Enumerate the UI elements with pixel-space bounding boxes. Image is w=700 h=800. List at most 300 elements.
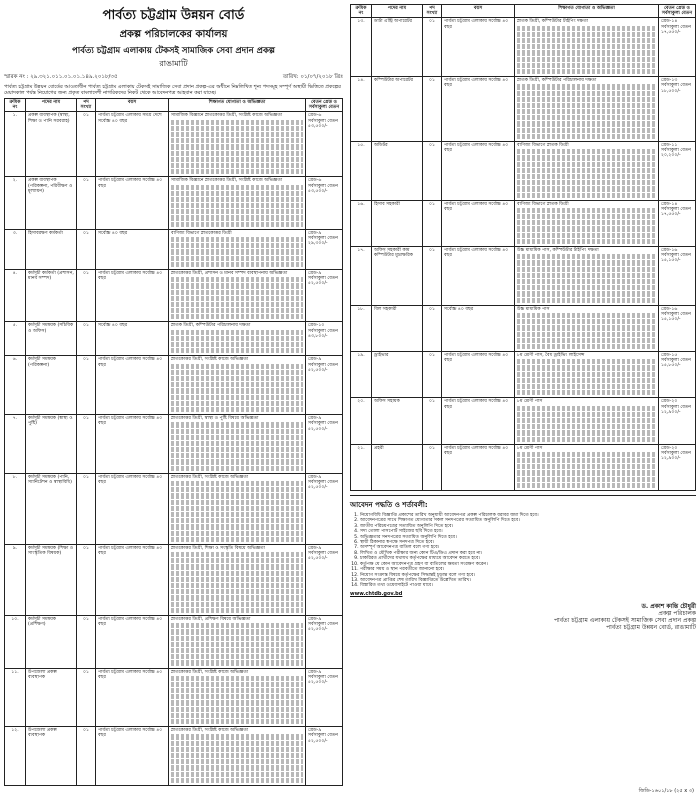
row-post-count-text: ০১ — [83, 545, 89, 551]
row-pay — [659, 77, 696, 142]
row-post-count — [77, 356, 96, 415]
row-post-name — [26, 356, 77, 415]
row-post-name-text: ড্রাইভার — [374, 353, 389, 359]
col-qualification: শিক্ষাগত যোগ্যতা ও অভিজ্ঞতা — [515, 5, 659, 18]
row-qualification-text: স্নাতকোত্তর ডিগ্রী, সংশ্লিষ্ট কাজে অভিজ্ঞতা — [171, 474, 249, 480]
row-age — [96, 356, 169, 415]
condition-item: 11. পরীক্ষার সময় ও স্থান পরবর্তীতে জানানো হবে। — [360, 567, 696, 572]
row-serial — [351, 305, 372, 351]
fine-print-lines — [171, 237, 303, 267]
row-post-count — [77, 269, 96, 322]
row-serial-text: ১৩. — [357, 19, 365, 25]
row-age — [442, 444, 515, 490]
fine-print-lines — [171, 120, 303, 175]
fine-print-lines — [517, 452, 656, 488]
row-post-count-text: ০১ — [83, 416, 89, 422]
condition-item: 1. নিয়োগবিধি বিজ্ঞাপ্তি প্রকাশের তারিখ অনুযায়ী আবেদনপত্র প্রকল্প পরিচালক বরাবর জমা দিতে হবে। — [360, 513, 696, 518]
row-post-count-text: ০১ — [83, 230, 89, 236]
ad-header — [4, 6, 343, 71]
row-post-name — [372, 352, 423, 398]
row-serial — [5, 177, 26, 230]
row-pay-text: গ্রেড-৯ সর্বসাকুল্য বেতন ৫২,৫০০/- — [308, 669, 338, 685]
row-post-name-text: কর্মসূচী সমন্বয়ক (স্বাস্থ্য ও পুষ্টি) — [28, 416, 73, 427]
row-post-name-text: প্রকল্প ব্যবস্থাপক (স্বাস্থ্য, শিক্ষা ও পানি সরবরাহ) — [28, 113, 70, 124]
row-qualification — [515, 200, 659, 246]
row-age — [442, 247, 515, 306]
row-pay — [306, 615, 343, 668]
reference-line — [4, 74, 343, 82]
row-serial-text: ১. — [12, 113, 18, 119]
row-post-count-text: ০১ — [429, 201, 435, 207]
fine-print-lines — [517, 208, 656, 244]
row-post-count — [77, 544, 96, 615]
row-pay-text: গ্রেড-১৬ সর্বসাকুল্য বেতন ১৫,১৫০/- — [661, 306, 691, 323]
row-serial-text: ৬. — [12, 357, 18, 363]
condition-item: 7. অসম্পূর্ণ আবেদনপত্র বাতিল বলে গণ্য হবে। — [360, 545, 696, 550]
row-qualification — [169, 615, 306, 668]
row-serial — [5, 727, 26, 786]
row-serial-text: ২০. — [357, 399, 365, 405]
row-qualification-text: ৮ম শ্রেণী পাস — [517, 445, 543, 451]
row-age — [96, 415, 169, 474]
row-serial — [351, 18, 372, 77]
row-post-name — [26, 727, 77, 786]
condition-item: 2. আবেদনপত্রের সাথে শিক্ষাগত যোগ্যতার সকল সনদপত্রের সত্যায়িত অনুলিপি দিতে হবে। — [360, 518, 696, 523]
col-qualification: শিক্ষাগত যোগ্যতা ও অভিজ্ঞতা — [169, 99, 306, 112]
row-post-count-text: ০১ — [429, 248, 435, 254]
row-post-name — [372, 18, 423, 77]
row-age-text: পার্বত্য চট্টগ্রাম এলাকায় সর্বোচ্চ ৪০ বছর — [444, 78, 509, 89]
row-post-count-text: ০১ — [83, 474, 89, 480]
row-post-name — [26, 415, 77, 474]
row-serial — [5, 473, 26, 544]
row-serial-text: ৯. — [12, 545, 18, 551]
row-post-count — [77, 415, 96, 474]
row-age-text: পার্বত্য চট্টগ্রাম এলাকায় সর্বোচ্চ ৪০ বছর — [98, 669, 163, 680]
row-age — [442, 142, 515, 201]
row-serial — [5, 112, 26, 177]
row-post-count-text: ০১ — [83, 270, 89, 276]
row-qualification-text: সামাজিক বিজ্ঞানে স্নাতকোত্তর ডিগ্রী, সংশ্লিষ্ট কাজে অভিজ্ঞতা — [171, 113, 283, 119]
row-serial — [351, 398, 372, 444]
row-age-text: পার্বত্য চট্টগ্রাম এলাকায় সর্বোচ্চ ৪০ বছর — [98, 357, 163, 368]
row-age — [96, 473, 169, 544]
row-age-text: সর্বোচ্চ ৪০ বছর — [98, 323, 128, 329]
fine-print-lines — [171, 734, 303, 783]
row-pay — [306, 415, 343, 474]
condition-item: 9. চাকরিরত প্রার্থীদের যথাযথ কর্তৃপক্ষের মাধ্যমে আবেদন করতে হবে। — [360, 556, 696, 561]
row-post-count-text: ০১ — [429, 399, 435, 405]
row-post-name — [372, 247, 423, 306]
row-qualification — [515, 444, 659, 490]
row-age-text: পার্বত্য চট্টগ্রাম এলাকায় সর্বোচ্চ ৪০ বছর — [444, 143, 509, 154]
row-pay-text: গ্রেড-৯ সর্বসাকুল্য বেতন ৫২,৫০০/- — [308, 474, 338, 491]
fine-print-lines — [171, 552, 303, 613]
fine-print-lines — [171, 676, 303, 725]
col-serial: ক্রমিক নং — [5, 99, 26, 112]
row-pay-text: গ্রেড-৬ সর্বসাকুল্য বেতন ৫৩,৫০০/- — [308, 178, 338, 194]
row-post-name-text: কর্মসূচী কর্মকর্তা (প্রশাসন, মানব সম্পদ) — [28, 270, 74, 282]
row-pay — [659, 305, 696, 351]
row-pay — [306, 177, 343, 230]
row-qualification-text: স্নাতকোত্তর ডিগ্রী, স্বাস্থ্য ও পুষ্টি বিষয়ে অভিজ্ঞতা — [171, 416, 259, 422]
row-serial-text: ১৭. — [357, 248, 365, 254]
table-row — [351, 18, 696, 77]
row-qualification — [169, 415, 306, 474]
row-qualification — [515, 352, 659, 398]
row-qualification-text: স্নাতকোত্তর ডিগ্রী, শিক্ষা ও সংস্কৃতি বিষয়ে অভিজ্ঞতা — [171, 545, 265, 551]
row-pay-text: গ্রেড-১৩ সর্বসাকুল্য বেতন ১৮,৫০০/- — [661, 78, 691, 94]
row-post-name — [26, 269, 77, 322]
signatory-name: ড. প্রকাশ কান্তি চৌধুরী — [641, 602, 696, 610]
row-pay-text: গ্রেড-৯ সর্বসাকুল্য বেতন ৫২,৫০০/- — [308, 270, 338, 287]
row-post-count — [77, 112, 96, 177]
table-row — [5, 112, 343, 177]
location: রাঙামাটি — [159, 59, 188, 68]
memo-date: তারিখ: ০১/০৭/২০১৮ খ্রিঃ — [282, 74, 343, 80]
right-column — [350, 4, 696, 631]
row-post-name-text: বিল সহকারী — [374, 306, 397, 312]
row-post-name — [372, 444, 423, 490]
table-row — [5, 473, 343, 544]
row-serial-text: ১২. — [11, 728, 19, 734]
row-pay — [659, 142, 696, 201]
row-post-name — [26, 544, 77, 615]
fine-print-lines — [171, 422, 303, 471]
row-age — [96, 177, 169, 230]
row-qualification — [515, 18, 659, 77]
row-post-name-text: কম্পিউটার অপারেটর — [374, 78, 414, 84]
row-age — [96, 668, 169, 727]
row-post-count-text: ০১ — [83, 357, 89, 363]
fine-print-lines — [171, 623, 303, 665]
row-age — [96, 229, 169, 269]
row-age-text: পার্বত্য চট্টগ্রাম এলাকায় সর্বোচ্চ ৪০ বছর — [444, 445, 509, 456]
row-post-name-text: হিসাবরক্ষণ কর্মকর্তা — [28, 230, 63, 236]
row-qualification — [515, 305, 659, 351]
row-age-text: সর্বোচ্চ ৪০ বছর — [98, 230, 128, 236]
row-pay — [306, 112, 343, 177]
row-post-count — [77, 668, 96, 727]
row-pay-text: গ্রেড-৬ সর্বসাকুল্য বেতন ৫৩,৫০০/- — [308, 113, 338, 129]
row-serial-text: ৭. — [12, 416, 18, 422]
row-post-count — [77, 322, 96, 356]
row-qualification-text: ৮ম শ্রেণী পাস, বৈধ ড্রাইভিং লাইসেন্স — [517, 353, 585, 359]
col-post-count: পদ সংখ্যা — [423, 5, 442, 18]
condition-item: 6. স্থায়ী ঠিকানার স্বপক্ষে সনদপত্র দিতে হবে। — [360, 540, 696, 545]
row-pay — [306, 229, 343, 269]
table-row — [5, 269, 343, 322]
row-serial-text: ৩. — [12, 230, 18, 236]
row-post-name-text: প্রহরী — [374, 445, 384, 451]
row-serial — [5, 668, 26, 727]
row-post-count-text: ০১ — [83, 616, 89, 622]
row-post-count-text: ০১ — [429, 445, 435, 451]
row-qualification-text: বাণিজ্য বিভাগে স্নাতকোত্তর ডিগ্রী — [171, 230, 232, 236]
row-qualification — [169, 668, 306, 727]
conditions-list — [350, 513, 696, 589]
row-serial — [5, 615, 26, 668]
signatory-title: প্রকল্প পরিচালক — [658, 609, 696, 617]
row-serial — [351, 444, 372, 490]
row-pay-text: গ্রেড-৯ সর্বসাকুল্য বেতন ৫২,৫০০/- — [308, 357, 338, 373]
row-age — [96, 727, 169, 786]
table-row — [351, 247, 696, 306]
row-qualification-text: স্নাতকোত্তর ডিগ্রী, প্রশাসন ও মানব সম্পদ ব্যবস্থাপনায় অভিজ্ঞতা — [171, 270, 288, 276]
signature-block — [350, 603, 696, 631]
fine-print-lines — [517, 406, 656, 442]
row-pay — [306, 322, 343, 356]
condition-item: 12. নিয়োগ সংক্রান্ত বিষয়ে কর্তৃপক্ষের সিদ্ধান্তই চূড়ান্ত বলে গণ্য হবে। — [360, 573, 696, 578]
col-post-name: পদের নাম — [26, 99, 77, 112]
row-age — [96, 615, 169, 668]
row-age-text: পার্বত্য চট্টগ্রাম এলাকায় সর্বোচ্চ ৪০ বছর — [444, 201, 509, 212]
row-post-name — [372, 142, 423, 201]
row-age-text: পার্বত্য চট্টগ্রাম এলাকায় সর্বোচ্চ ৪০ বছর — [444, 19, 509, 30]
jobs-table-left — [4, 98, 343, 786]
condition-item: 8. লিখিত ও মৌখিক পরীক্ষার জন্য কোন টিএ/ডিএ প্রদান করা হবে না। — [360, 551, 696, 556]
row-post-name — [26, 112, 77, 177]
row-serial-text: ৮. — [12, 474, 18, 480]
row-post-name-text: ডাটা এন্ট্রি অপারেটর — [374, 19, 412, 25]
intro-text: পার্বত্য চট্টগ্রাম উন্নয়ন বোর্ডের আওতাধীন পার্বত্য চট্টগ্রাম এলাকায় টেকসই সামাজিক সেবা প্রদান প্রকল্প-এর অধীনে নিম্নলিখিত শূন্য পদসমূহ সম্পূর্ণ অস্থায়ী ভিত্তিতে প্রকল্পের মেয়াদকাল পর্যন্ত নিয়োগের জন্য প্রকৃত বাংলাদেশী নাগরিকদের নিকট থেকে আবেদনপত্র আহবান করা যাচ্ছে। — [4, 84, 341, 96]
row-post-name-text: অফিস সহায়ক — [374, 399, 400, 405]
row-qualification-text: স্নাতকোত্তর ডিগ্রী, প্রশিক্ষণ বিষয়ে অভিজ্ঞতা — [171, 616, 251, 622]
table-row — [351, 398, 696, 444]
fine-print-lines — [517, 254, 656, 303]
row-post-count-text: ০১ — [83, 669, 89, 675]
condition-item: 13. আবেদনপত্র প্রাপ্তির শেষ তারিখ বিজ্ঞাপ্তিতে উল্লেখিত তারিখ। — [360, 578, 696, 583]
table-row — [5, 544, 343, 615]
row-pay-text: গ্রেড-২০ সর্বসাকুল্য বেতন ১২,৯০০/- — [661, 399, 691, 415]
row-post-count-text: ০১ — [83, 178, 89, 184]
row-pay — [659, 200, 696, 246]
row-serial-text: ১৯. — [357, 353, 365, 359]
row-age-text: সর্বোচ্চ ৪০ বছর — [444, 306, 474, 312]
table-row — [351, 444, 696, 490]
row-post-count-text: ০১ — [429, 78, 435, 84]
row-post-count — [423, 305, 442, 351]
row-qualification — [169, 356, 306, 415]
row-qualification — [515, 77, 659, 142]
row-age-text: পার্বত্য চট্টগ্রাম এলাকায় সর্বোচ্চ ৪০ বছর — [98, 474, 163, 486]
row-serial-text: ১৬. — [357, 201, 365, 207]
signatory-org: পার্বত্য চট্টগ্রাম উন্নয়ন বোর্ড, রাঙামাটি — [606, 623, 696, 631]
row-post-count — [77, 229, 96, 269]
row-pay-text: গ্রেড-৯ সর্বসাকুল্য বেতন ২৯,৩০০/- — [308, 230, 338, 247]
col-post-count: পদ সংখ্যা — [77, 99, 96, 112]
col-serial: ক্রমিক নং — [351, 5, 372, 18]
row-qualification — [169, 473, 306, 544]
col-age: বয়স — [442, 5, 515, 18]
row-qualification — [515, 247, 659, 306]
col-age: বয়স — [96, 99, 169, 112]
row-qualification-text: স্নাতক ডিগ্রী, কম্পিউটার পরিচালনায় দক্ষতা — [171, 323, 251, 329]
row-serial-text: ২১. — [357, 445, 365, 451]
row-qualification-text: ৮ম শ্রেণী পাস — [517, 399, 543, 405]
row-pay-text: গ্রেড-৯ সর্বসাকুল্য বেতন ৫২,৫০০/- — [308, 545, 338, 562]
memo-number: স্মারক নং : ২৯.৩২১.০১১.০১.০১.১৪৯.২০১৮/৩৫ — [4, 74, 118, 80]
fine-print-lines — [171, 481, 303, 542]
row-qualification — [515, 398, 659, 444]
row-post-name-text: উপজেলা প্রকল্প ব্যবস্থাপক — [28, 669, 57, 680]
row-age — [96, 544, 169, 615]
row-serial — [351, 142, 372, 201]
condition-item: 5. অভিজ্ঞতার সনদপত্রের সত্যায়িত অনুলিপি দিতে হবে। — [360, 535, 696, 540]
row-post-count-text: ০১ — [429, 306, 435, 312]
row-pay-text: গ্রেড-১৪ সর্বসাকুল্য বেতন ১৭,৫৫০/- — [661, 19, 691, 35]
organization-name: পার্বত্য চট্টগ্রাম উন্নয়ন বোর্ড — [102, 8, 245, 23]
row-qualification-text: উচ্চ মাধ্যমিক পাস — [517, 306, 550, 312]
row-post-name — [26, 668, 77, 727]
row-post-name-text: কর্মসূচী সমন্বয়ক (সচিবিক ও অফিস) — [28, 323, 74, 334]
row-qualification — [169, 544, 306, 615]
row-post-name-text: উপজেলা প্রকল্প ব্যবস্থাপক — [28, 728, 57, 739]
conditions-title: আবেদন পদ্ধতি ও শর্তাবলী: — [350, 495, 696, 511]
row-post-count-text: ০১ — [83, 728, 89, 734]
row-post-name-text: প্রকল্প ব্যবস্থাপক (পরিকল্পনা, পরিবীক্ষণ ও মূল্যায়ন) — [28, 178, 73, 194]
row-serial — [351, 247, 372, 306]
row-age — [96, 269, 169, 322]
fine-print-lines — [517, 26, 656, 75]
row-serial — [351, 77, 372, 142]
row-post-name — [26, 615, 77, 668]
row-serial — [5, 229, 26, 269]
row-age-text: পার্বত্য চট্টগ্রাম এলাকায় সর্বোচ্চ ৪০ বছর — [98, 616, 163, 628]
row-pay — [306, 544, 343, 615]
row-post-count-text: ০১ — [429, 353, 435, 359]
condition-item: 4. সদ্য তোলা পাসপোর্ট সাইজের ছবি দিতে হবে। — [360, 529, 696, 534]
row-pay-text: গ্রেড-৯ সর্বসাকুল্য বেতন ৫২,৫০০/- — [308, 728, 338, 744]
row-post-count — [423, 444, 442, 490]
row-age-text: পার্বত্য চট্টগ্রাম এলাকায় সর্বোচ্চ ৪০ বছর — [98, 270, 163, 282]
row-pay — [306, 668, 343, 727]
row-post-name-text: অডিটর — [374, 143, 388, 148]
table-row — [5, 727, 343, 786]
row-post-count — [77, 615, 96, 668]
row-post-count — [77, 177, 96, 230]
row-post-count-text: ০১ — [429, 143, 435, 148]
table-row — [5, 322, 343, 356]
row-age-text: পার্বত্য চট্টগ্রাম এলাকায় সমগ্র দেশে সর্বোচ্চ ৪০ বছর — [98, 113, 162, 124]
row-age — [442, 200, 515, 246]
row-post-name-text: কর্মসূচী সমন্বয়ক (শিক্ষা ও সাংস্কৃতিক বিষয়ক) — [28, 545, 74, 557]
condition-item: 10. কর্তৃপক্ষ যে কোন আবেদনপত্র গ্রহণ বা বাতিলের ক্ষমতা সংরক্ষণ করেন। — [360, 562, 696, 567]
row-age-text: পার্বত্য চট্টগ্রাম এলাকায় সর্বোচ্চ ৪০ বছর — [98, 545, 163, 557]
website-link[interactable]: www.chtdb.gov.bd — [350, 590, 403, 597]
row-serial-text: ১৮. — [357, 306, 365, 312]
row-post-name — [372, 200, 423, 246]
row-qualification — [169, 322, 306, 356]
signatory-project: পার্বত্য চট্টগ্রাম এলাকায় টেকসই সামাজিক সেবা প্রদান প্রকল্প — [553, 616, 696, 624]
row-pay — [306, 727, 343, 786]
row-post-count — [423, 247, 442, 306]
row-age — [96, 322, 169, 356]
fine-print-lines — [517, 313, 656, 349]
website-line — [350, 591, 696, 597]
row-pay-text: গ্রেড-১১ সর্বসাকুল্য বেতন ২০,২০০/- — [661, 143, 691, 159]
row-post-count — [77, 473, 96, 544]
fine-print-lines — [517, 84, 656, 139]
table-row — [351, 142, 696, 201]
row-post-count — [423, 77, 442, 142]
col-pay: বেতন গ্রেড ও সর্বসাকুল্য বেতন — [306, 99, 343, 112]
row-post-name-text: কর্মসূচী সমন্বয়ক (প্রশিক্ষণ) — [28, 616, 56, 628]
row-pay-text: গ্রেড-১৪ সর্বসাকুল্য বেতন ১৭,৫৫০/- — [661, 201, 691, 218]
row-age — [442, 77, 515, 142]
row-age-text: পার্বত্য চট্টগ্রাম এলাকায় সর্বোচ্চ ৪০ বছর — [98, 178, 163, 189]
row-post-count — [77, 727, 96, 786]
row-serial — [351, 352, 372, 398]
table-header-row — [351, 5, 696, 18]
row-qualification-text: স্নাতকোত্তর ডিগ্রী, সংশ্লিষ্ট কাজে অভিজ্ঞতা — [171, 728, 249, 734]
office-name: প্রকল্প পরিচালকের কার্যালয় — [119, 29, 228, 40]
row-pay-text: গ্রেড-২০ সর্বসাকুল্য বেতন ১২,৯০০/- — [661, 445, 691, 462]
row-age-text: পার্বত্য চট্টগ্রাম এলাকায় সর্বোচ্চ ৪০ বছর — [444, 399, 509, 410]
row-post-name-text: হিসাব সহকারী — [374, 201, 400, 207]
condition-item: 14. বিস্তারিত তথ্য ওয়েবসাইটে পাওয়া যাবে। — [360, 583, 696, 588]
row-post-count-text: ০১ — [83, 323, 89, 329]
row-post-name-text: অফিস সহকারী কাম কম্পিউটার মুদ্রাক্ষরিক — [374, 248, 413, 259]
row-qualification-text: স্নাতক ডিগ্রী, কম্পিউটার টাইপিং দক্ষতা — [517, 19, 588, 25]
fine-print-lines — [171, 330, 303, 354]
row-post-count-text: ০১ — [429, 19, 435, 25]
row-post-count-text: ০১ — [83, 113, 89, 119]
row-post-name-text: কর্মসূচী সমন্বয়ক (পরিকল্পনা) — [28, 357, 56, 368]
col-pay: বেতন গ্রেড ও সর্বসাকুল্য বেতন — [659, 5, 696, 18]
row-post-count — [423, 398, 442, 444]
row-serial-text: ৪. — [12, 270, 18, 276]
row-qualification-text: বাণিজ্য বিভাগে স্নাতক ডিগ্রী — [517, 201, 569, 207]
row-pay-text: গ্রেড-৯ সর্বসাকুল্য বেতন ৫২,৫০০/- — [308, 616, 338, 633]
table-row — [5, 229, 343, 269]
row-pay — [306, 473, 343, 544]
row-qualification-text: স্নাতক ডিগ্রী, কম্পিউটার পরিচালনায় দক্ষতা — [517, 78, 597, 84]
row-age — [442, 398, 515, 444]
row-pay — [659, 247, 696, 306]
row-age — [442, 352, 515, 398]
row-serial-text: ১৪. — [357, 78, 365, 84]
table-row — [5, 177, 343, 230]
project-name: পার্বত্য চট্টগ্রাম এলাকায় টেকসই সামাজিক সেবা প্রদান প্রকল্প — [72, 46, 275, 56]
row-serial — [5, 544, 26, 615]
row-pay — [659, 398, 696, 444]
table-row — [5, 356, 343, 415]
row-post-count — [423, 352, 442, 398]
condition-item: 3. জাতীয় পরিচয়পত্রের সত্যায়িত অনুলিপি দিতে হবে। — [360, 524, 696, 529]
table-row — [351, 200, 696, 246]
row-age-text: পার্বত্য চট্টগ্রাম এলাকায় সর্বোচ্চ ৪০ বছর — [98, 416, 163, 427]
row-qualification — [515, 142, 659, 201]
row-serial-text: ১৫. — [357, 143, 365, 148]
row-pay — [659, 18, 696, 77]
row-qualification — [169, 112, 306, 177]
row-qualification-text: স্নাতকোত্তর ডিগ্রী, সংশ্লিষ্ট কাজে অভিজ্ঞতা — [171, 669, 249, 675]
row-serial — [5, 269, 26, 322]
row-qualification — [169, 229, 306, 269]
row-post-count — [423, 142, 442, 201]
row-age — [442, 305, 515, 351]
fine-print-lines — [517, 359, 656, 395]
row-pay-text: গ্রেড-১০ সর্বসাকুল্য বেতন ৪৩,৮০০/- — [308, 323, 338, 339]
row-pay-text: গ্রেড-১৬ সর্বসাকুল্য বেতন ১৫,১৫০/- — [661, 248, 691, 264]
row-age-text: পার্বত্য চট্টগ্রাম এলাকায় সর্বোচ্চ ৪০ বছর — [98, 728, 163, 739]
fine-print-lines — [171, 185, 303, 227]
row-serial-text: ২. — [12, 178, 18, 184]
row-serial — [5, 356, 26, 415]
row-serial-text: ১১. — [11, 669, 19, 675]
table-row — [5, 415, 343, 474]
